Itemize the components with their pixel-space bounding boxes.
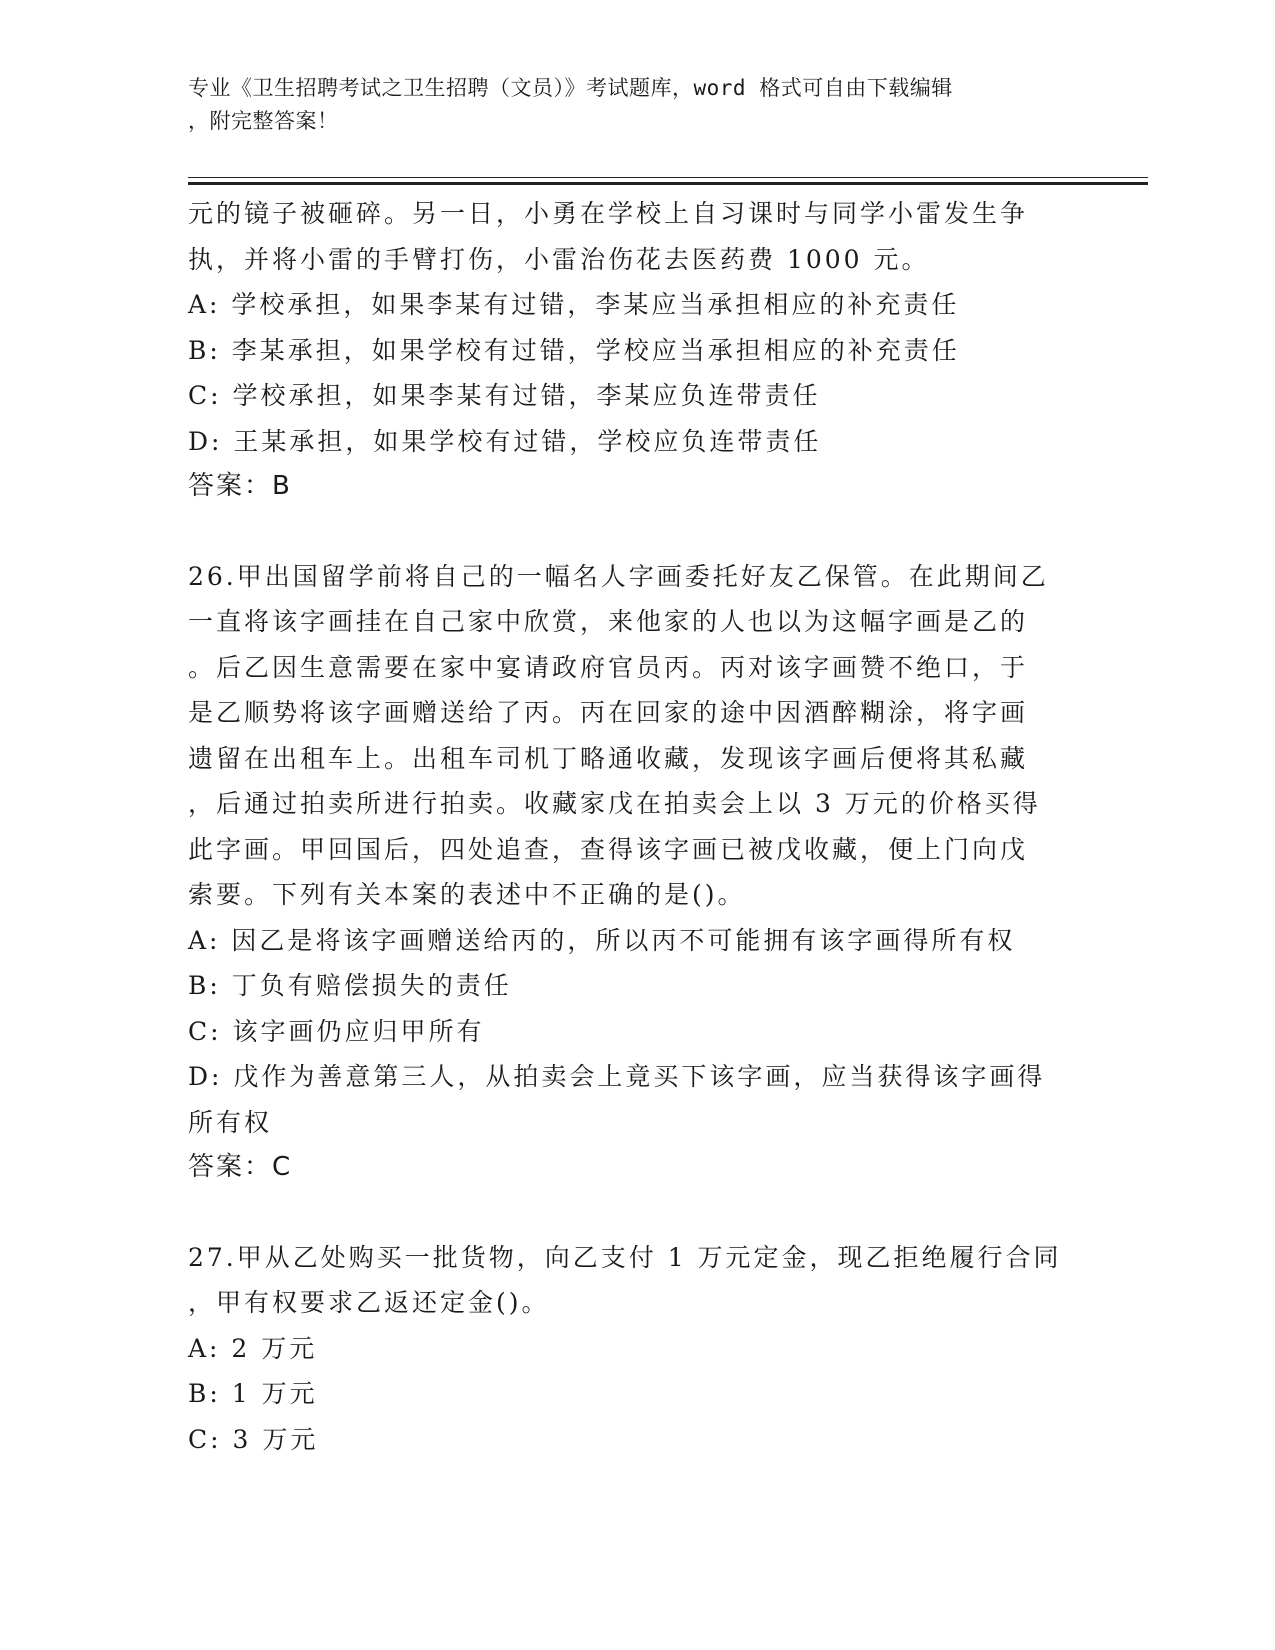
- answer-label: 答案：B: [188, 471, 292, 501]
- question-26: [188, 554, 1088, 1191]
- header-line-2: ，附完整答案！: [188, 109, 339, 133]
- question-stem-line: 是乙顺势将该字画赠送给了丙。丙在回家的途中因酒醉糊涂，将字画: [188, 698, 1029, 727]
- question-stem-line: 27.甲从乙处购买一批货物，向乙支付 1 万元定金，现乙拒绝履行合同: [188, 1242, 1062, 1272]
- question-stem-line: 一直将该字画挂在自己家中欣赏，来他家的人也以为这幅字画是乙的: [188, 607, 1029, 636]
- option-b: B: 1 万元: [188, 1379, 318, 1408]
- question-25: [188, 191, 1088, 510]
- header-divider-thick: [188, 182, 1148, 185]
- question-stem-line: ，后通过拍卖所进行拍卖。收藏家戊在拍卖会上以 3 万元的价格买得: [188, 789, 1041, 818]
- answer-label: 答案：C: [188, 1152, 293, 1182]
- option-d: D: 王某承担，如果学校有过错，学校应负连带责任: [188, 426, 822, 456]
- option-c: C: 3 万元: [188, 1424, 319, 1454]
- option-c: C: 该字画仍应归甲所有: [188, 1016, 485, 1046]
- option-d: D: 戊作为善意第三人，从拍卖会上竟买下该字画，应当获得该字画得: [188, 1062, 1046, 1091]
- option-a: A: 因乙是将该字画赠送给丙的，所以丙不可能拥有该字画得所有权: [188, 925, 1016, 955]
- option-c: C: 学校承担，如果李某有过错，李某应负连带责任: [188, 381, 821, 410]
- question-stem-line: 元的镜子被砸碎。另一日，小勇在学校上自习课时与同学小雷发生争: [188, 199, 1029, 228]
- question-stem-line: 此字画。甲回国后，四处追查，查得该字画已被戊收藏，便上门向戊: [188, 834, 1029, 864]
- question-27: [188, 1235, 1088, 1463]
- option-a: A: 2 万元: [188, 1333, 318, 1363]
- question-stem-line: 遗留在出租车上。出租车司机丁略通收藏，发现该字画后便将其私藏: [188, 743, 1029, 773]
- document-header: [188, 72, 1088, 138]
- question-stem-line: 索要。下列有关本案的表述中不正确的是()。: [188, 880, 746, 909]
- question-stem-line: 。后乙因生意需要在家中宴请政府官员丙。丙对该字画赞不绝口，于: [188, 652, 1029, 682]
- option-a: A: 学校承担，如果李某有过错，李某应当承担相应的补充责任: [188, 290, 960, 319]
- option-b: B: 李某承担，如果学校有过错，学校应当承担相应的补充责任: [188, 335, 960, 365]
- header-line-1: 专业《卫生招聘考试之卫生招聘（文员）》考试题库，word 格式可自由下载编辑: [188, 76, 953, 100]
- question-stem-line: 执，并将小雷的手臂打伤，小雷治伤花去医药费 1000 元。: [188, 244, 930, 274]
- option-d-continued: 所有权: [188, 1107, 273, 1137]
- option-b: B: 丁负有赔偿损失的责任: [188, 971, 512, 1000]
- question-stem-line: 26.甲出国留学前将自己的一幅名人字画委托好友乙保管。在此期间乙: [188, 561, 1049, 591]
- document-body: [188, 191, 1088, 1462]
- question-stem-line: ，甲有权要求乙返还定金()。: [188, 1288, 550, 1317]
- header-divider-thin: [188, 177, 1148, 178]
